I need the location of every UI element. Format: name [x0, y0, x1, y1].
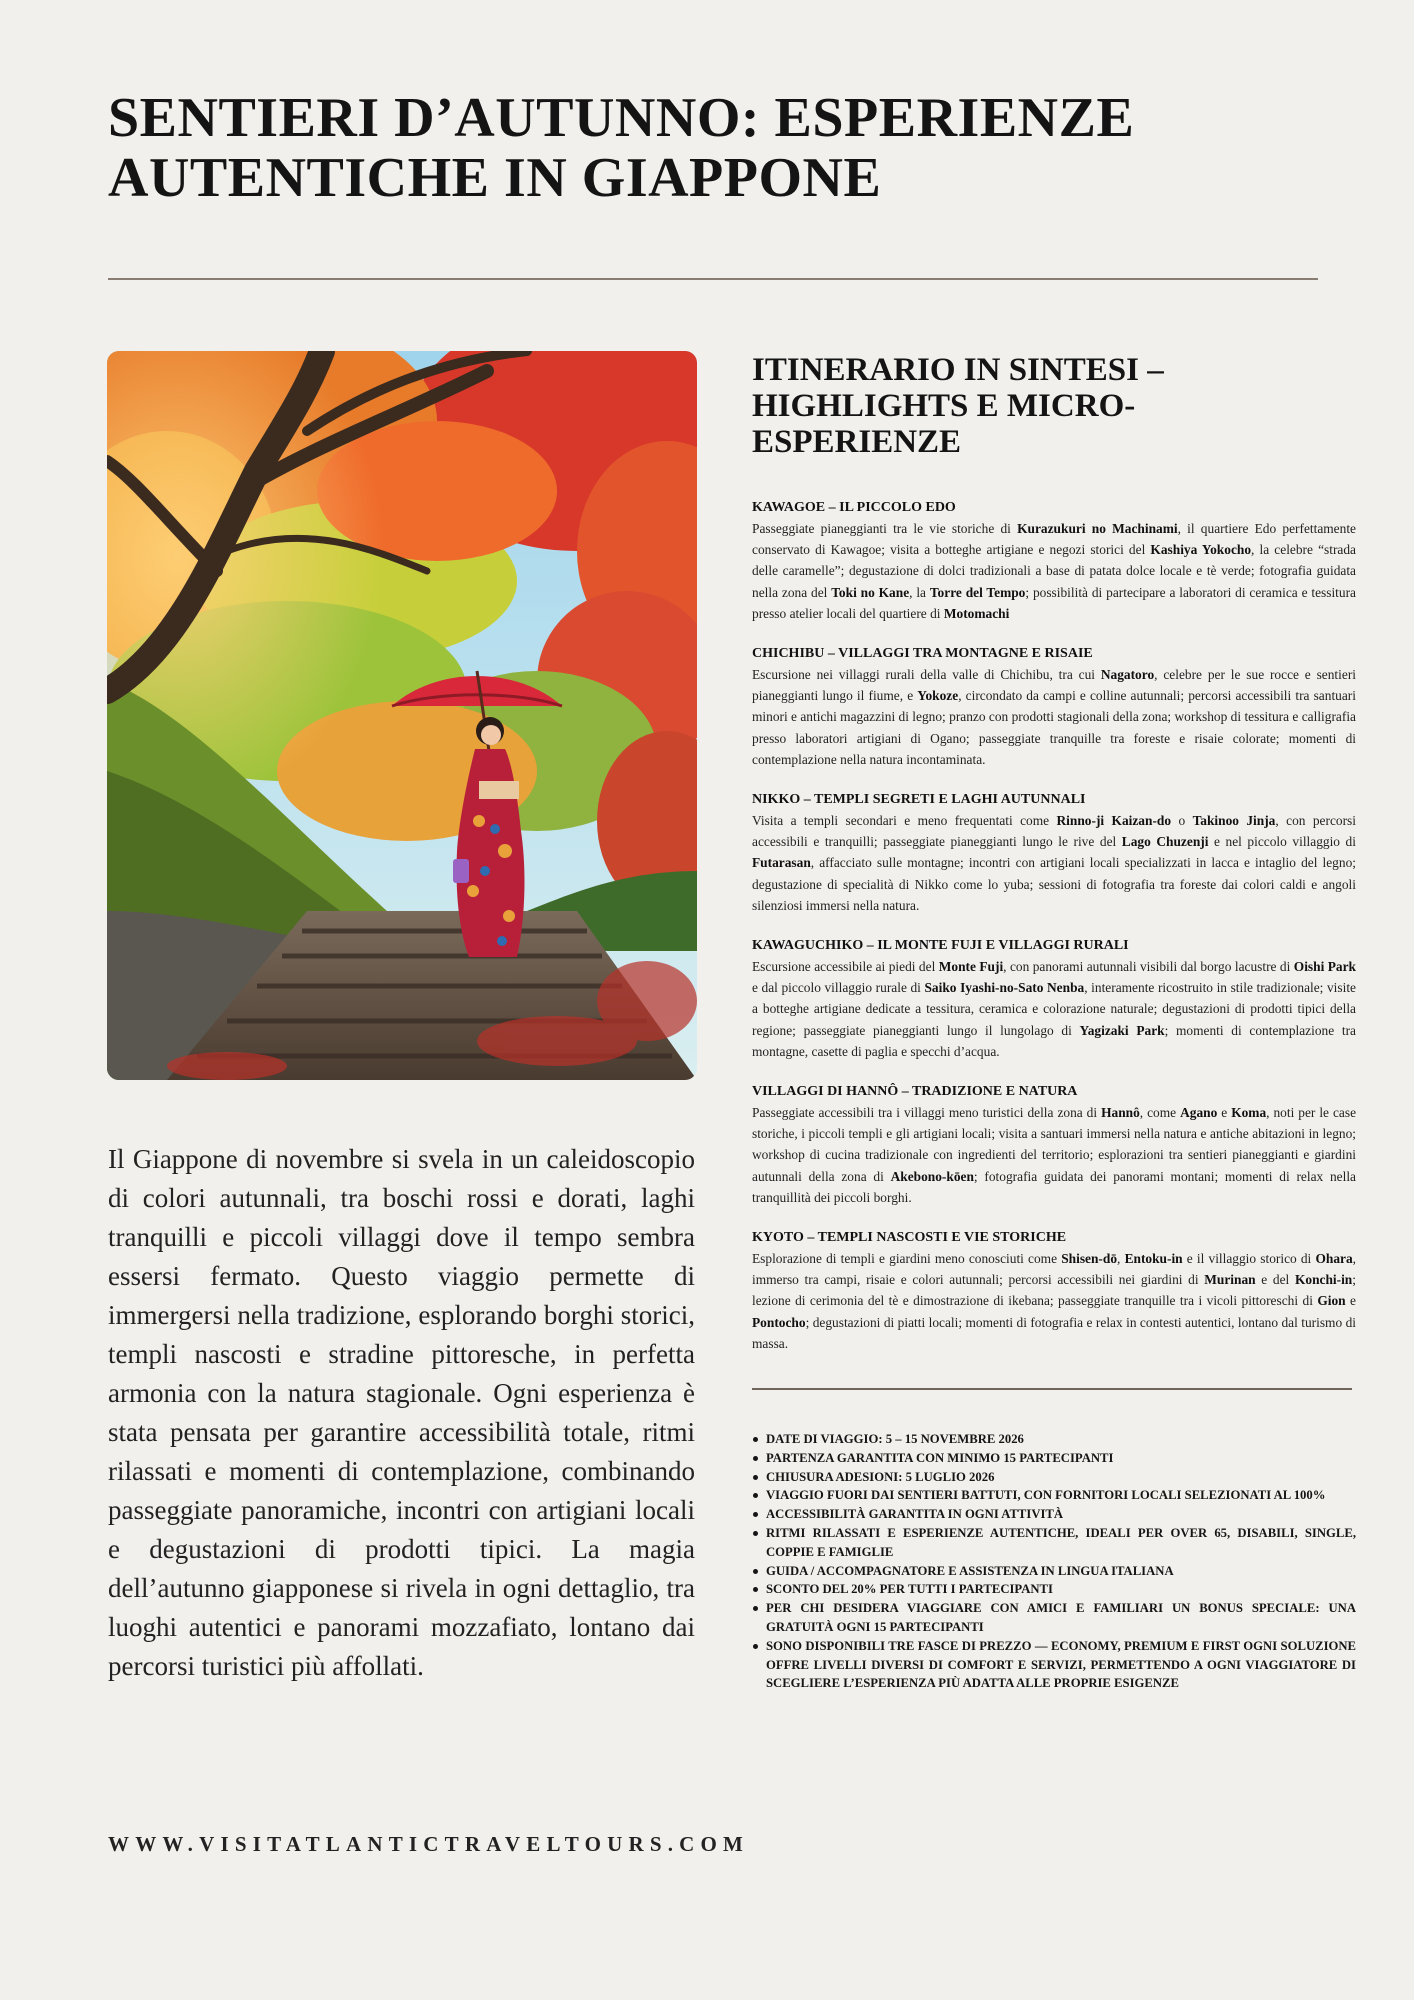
text-run: Passeggiate accessibili tra i villaggi meno turistici della zona di [752, 1105, 1102, 1121]
itinerary-entry-title: VILLAGGI DI HANNÔ – TRADIZIONE E NATURA [752, 1084, 1078, 1100]
itinerary-entry-text [752, 810, 1356, 916]
place-name: Kurazukuri no Machinami [1017, 521, 1178, 536]
text-run: , [1117, 1251, 1125, 1267]
place-name: Monte Fuji [938, 959, 1004, 975]
itinerary-entry-text [752, 664, 1356, 770]
text-run: e [1345, 1293, 1356, 1309]
text-run: Escursione nei villaggi rurali della valle di Chichibu, tra cui [752, 667, 1101, 683]
itinerary-entry-title: CHICHIBU – VILLAGGI TRA MONTAGNE E RISAIE [752, 646, 1093, 662]
text-run: , immerso tra campi, risaie e colori autunnali; percorsi accessibili nei giardini di [752, 1251, 1357, 1288]
place-name: Hannô [1101, 1105, 1140, 1121]
itinerary-entry-text [752, 1102, 1356, 1208]
place-name: Takinoo Jinja [1192, 813, 1276, 829]
trip-fact-item: VIAGGIO FUORI DAI SENTIERI BATTUTI, CON FORNITORI LOCALI SELEZIONATI AL 100% [766, 1486, 1356, 1505]
text-run: e il villaggio storico di [1182, 1251, 1316, 1267]
title-divider [108, 278, 1318, 280]
text-run: , con percorsi accessibili e tranquilli; passeggiate pianeggianti lungo le rive del [752, 813, 1356, 850]
intro-paragraph: Il Giappone di novembre si svela in un caleidoscopio di colori autunnali, tra boschi rossi e dorati, laghi tranquilli e piccoli villaggi dove il tempo sembra essersi fermato. Questo viaggio permette di immergersi nella tradizione, esplorando borghi storici, templi nascosti e stradine pittoresche, in perfetta armonia con la natura stagionale. Ogni esperienza è stata pensata per garantire accessibilità totale, ritmi rilassati e momenti di contemplazione, combinando passeggiate panoramiche, incontri con artigiani locali e degustazioni di prodotti tipici. La magia dell’autunno giapponese si rivela in ogni dettaglio, tra luoghi autentici e panorami mozzafiato, lontano dai percorsi turistici più affollati. [108, 1144, 695, 1681]
place-name: Yokoze [917, 688, 959, 704]
place-name: Nagatoro [1100, 667, 1155, 683]
trip-fact-item: GUIDA / ACCOMPAGNATORE E ASSISTENZA IN LINGUA ITALIANA [766, 1562, 1356, 1581]
trip-fact-item: SCONTO DEL 20% PER TUTTI I PARTECIPANTI [766, 1580, 1356, 1599]
trip-facts-list [752, 1430, 1356, 1693]
itinerary-entry-title: KAWAGUCHIKO – IL MONTE FUJI E VILLAGGI RURALI [752, 938, 1129, 954]
itinerary-entry [752, 644, 1356, 770]
text-run: ; degustazioni di piatti locali; momenti di fotografia e relax in contesti autentici, lontano dal turismo di massa. [752, 1314, 1356, 1351]
place-name: Akebono-kōen [890, 1168, 974, 1184]
trip-fact-item: PER CHI DESIDERA VIAGGIARE CON AMICI E FAMILIARI UN BONUS SPECIALE: UNA GRATUITÀ OGNI 15 PARTECIPANTI [766, 1599, 1356, 1637]
section-title: ITINERARIO IN SINTESI – HIGHLIGHTS E MICRO-ESPERIENZE [752, 352, 1164, 460]
text-run: ; lezione di cerimonia del tè e dimostrazione di ikebana; passeggiate tranquille tra i vicoli pittoreschi di [752, 1272, 1356, 1309]
itinerary-entry-text [752, 518, 1356, 624]
place-name: Motomachi [943, 605, 1010, 621]
place-name: Shisen-dō [1061, 1251, 1118, 1267]
itinerary-entry-title: KAWAGOE – IL PICCOLO EDO [752, 500, 956, 515]
place-name: Gion [1317, 1293, 1346, 1309]
trip-fact-item: RITMI RILASSATI E ESPERIENZE AUTENTICHE, IDEALI PER OVER 65, DISABILI, SINGLE, COPPIE E FAMIGLIE [766, 1524, 1356, 1562]
text-run: , la celebre “strada delle caramelle”; degustazione di dolci tradizionali a base di patata dolce locale e tè verde; fotografia guidata nella zona del [752, 542, 1356, 600]
place-name: Lago Chuzenji [1121, 834, 1209, 850]
text-run: , affacciato sulle montagne; incontri con artigiani locali specializzati in lacca e intaglio del legno; degustazione di specialità di Nikko come lo yuba; sessioni di fotografia tra foreste dai colori caldi e angoli silenziosi immersi nella natura. [752, 855, 1356, 913]
text-run: , circondato da campi e colline autunnali; percorsi accessibili tra santuari minori e antichi magazzini di legno; pranzo con prodotti stagionali della zona; workshop di tessitura e calligrafia presso laboratori artigiani di Ogano; passeggiate tranquille tra foreste e risaie colorate; momenti di contemplazione nella natura incontaminata. [752, 688, 1356, 767]
itinerary-list [752, 498, 1356, 1354]
itinerary-entry-text [752, 956, 1356, 1062]
trip-fact-item: SONO DISPONIBILI TRE FASCE DI PREZZO — ECONOMY, PREMIUM E FIRST OGNI SOLUZIONE OFFRE LIVELLI DIVERSI DI COMFORT E SERVIZI, PERMETTENDO A OGNI VIAGGIATORE DI SCEGLIERE L’ESPERIENZA PIÙ ADATTA ALLE PROPRIE ESIGENZE [766, 1637, 1356, 1693]
trip-fact-item: CHIUSURA ADESIONI: 5 LUGLIO 2026 [766, 1468, 1356, 1487]
place-name: Torre del Tempo [929, 584, 1026, 600]
itinerary-entry [752, 936, 1356, 1062]
text-run: e dal piccolo villaggio rurale di [752, 980, 925, 996]
text-run: , noti per le case storiche, i piccoli templi e gli artigiani locali; visita a santuari immersi nella natura e antiche abitazioni in legno; workshop di cucina tradizionale con ingredienti del territorio; esplorazioni tra sentieri pianeggianti e giardini autunnali della zona di [752, 1105, 1357, 1184]
text-run: e del [1255, 1272, 1295, 1288]
autumn-photo [107, 351, 697, 1080]
kimono-stairs-image [107, 351, 697, 1080]
place-name: Agano [1180, 1105, 1218, 1121]
place-name: Oishi Park [1293, 959, 1356, 975]
place-name: Yagizaki Park [1079, 1022, 1165, 1038]
text-run: o [1171, 813, 1193, 829]
section-divider [752, 1388, 1352, 1390]
itinerary-entry-title: KYOTO – TEMPLI NASCOSTI E VIE STORICHE [752, 1230, 1067, 1246]
place-name: Kashiya Yokocho [1150, 542, 1252, 558]
place-name: Entoku-in [1124, 1251, 1183, 1267]
itinerary-entry [752, 790, 1356, 916]
trip-fact-item: DATE DI VIAGGIO: 5 – 15 NOVEMBRE 2026 [766, 1430, 1356, 1449]
text-run: ; fotografia guidata dei panorami montani; momenti di relax nella tranquillità dei piccoli borghi. [752, 1168, 1356, 1205]
page-title: SENTIERI D’AUTUNNO: ESPERIENZE AUTENTICHE IN GIAPPONE [108, 87, 1135, 209]
place-name: Koma [1231, 1105, 1267, 1121]
text-run: , celebre per le sue rocce e sentieri pianeggianti lungo il fiume, e [752, 667, 1357, 704]
text-run: Passeggiate pianeggianti tra le vie storiche di [752, 521, 1018, 536]
trip-fact-item: PARTENZA GARANTITA CON MINIMO 15 PARTECIPANTI [766, 1449, 1356, 1468]
text-run: Escursione accessibile ai piedi del [752, 959, 939, 975]
place-name: Saiko Iyashi-no-Sato Nenba [924, 980, 1085, 996]
itinerary-entry [752, 498, 1356, 624]
text-run: , come [1139, 1105, 1181, 1121]
place-name: Toki no Kane [831, 584, 910, 600]
place-name: Futarasan [752, 855, 811, 871]
itinerary-column [752, 352, 1356, 1693]
text-run: Esplorazione di templi e giardini meno conosciuti come [752, 1251, 1062, 1267]
text-run: Visita a templi secondari e meno frequentati come [752, 813, 1057, 829]
itinerary-entry [752, 1228, 1356, 1354]
itinerary-entry-text [752, 1248, 1356, 1354]
place-name: Pontocho [752, 1314, 806, 1330]
text-run: ; possibilità di partecipare a laboratori di ceramica e tessitura presso atelier locali del quartiere di [752, 584, 1356, 621]
place-name: Murinan [1204, 1272, 1256, 1288]
text-run: , il quartiere Edo perfettamente conservato di Kawagoe; visita a botteghe artigiane e negozi storici del [752, 521, 1356, 558]
itinerary-entry [752, 1082, 1356, 1208]
website-link[interactable]: WWW.VISITATLANTICTRAVELTOURS.COM [108, 1832, 750, 1856]
place-name: Ohara [1315, 1251, 1353, 1267]
itinerary-entry-title: NIKKO – TEMPLI SEGRETI E LAGHI AUTUNNALI [752, 792, 1086, 808]
text-run: e nel piccolo villaggio di [1208, 834, 1356, 850]
trip-fact-item: ACCESSIBILITÀ GARANTITA IN OGNI ATTIVITÀ [766, 1505, 1356, 1524]
place-name: Konchi-in [1294, 1272, 1353, 1288]
text-run: e [1217, 1105, 1232, 1121]
text-run: , con panorami autunnali visibili dal borgo lacustre di [1003, 959, 1294, 975]
text-run: ; momenti di contemplazione tra montagne, casette di paglia e specchi d’acqua. [752, 1022, 1356, 1059]
place-name: Rinno-ji Kaizan-do [1056, 813, 1172, 829]
text-run: , interamente ricostruito in stile tradizionale; visite a botteghe artigiane dedicate a tessitura, ceramica e colorazione naturale; degustazioni di prodotti tipici della regione; passeggiate pianeggianti lungo il lungolago di [752, 980, 1356, 1038]
text-run: , la [909, 584, 930, 600]
